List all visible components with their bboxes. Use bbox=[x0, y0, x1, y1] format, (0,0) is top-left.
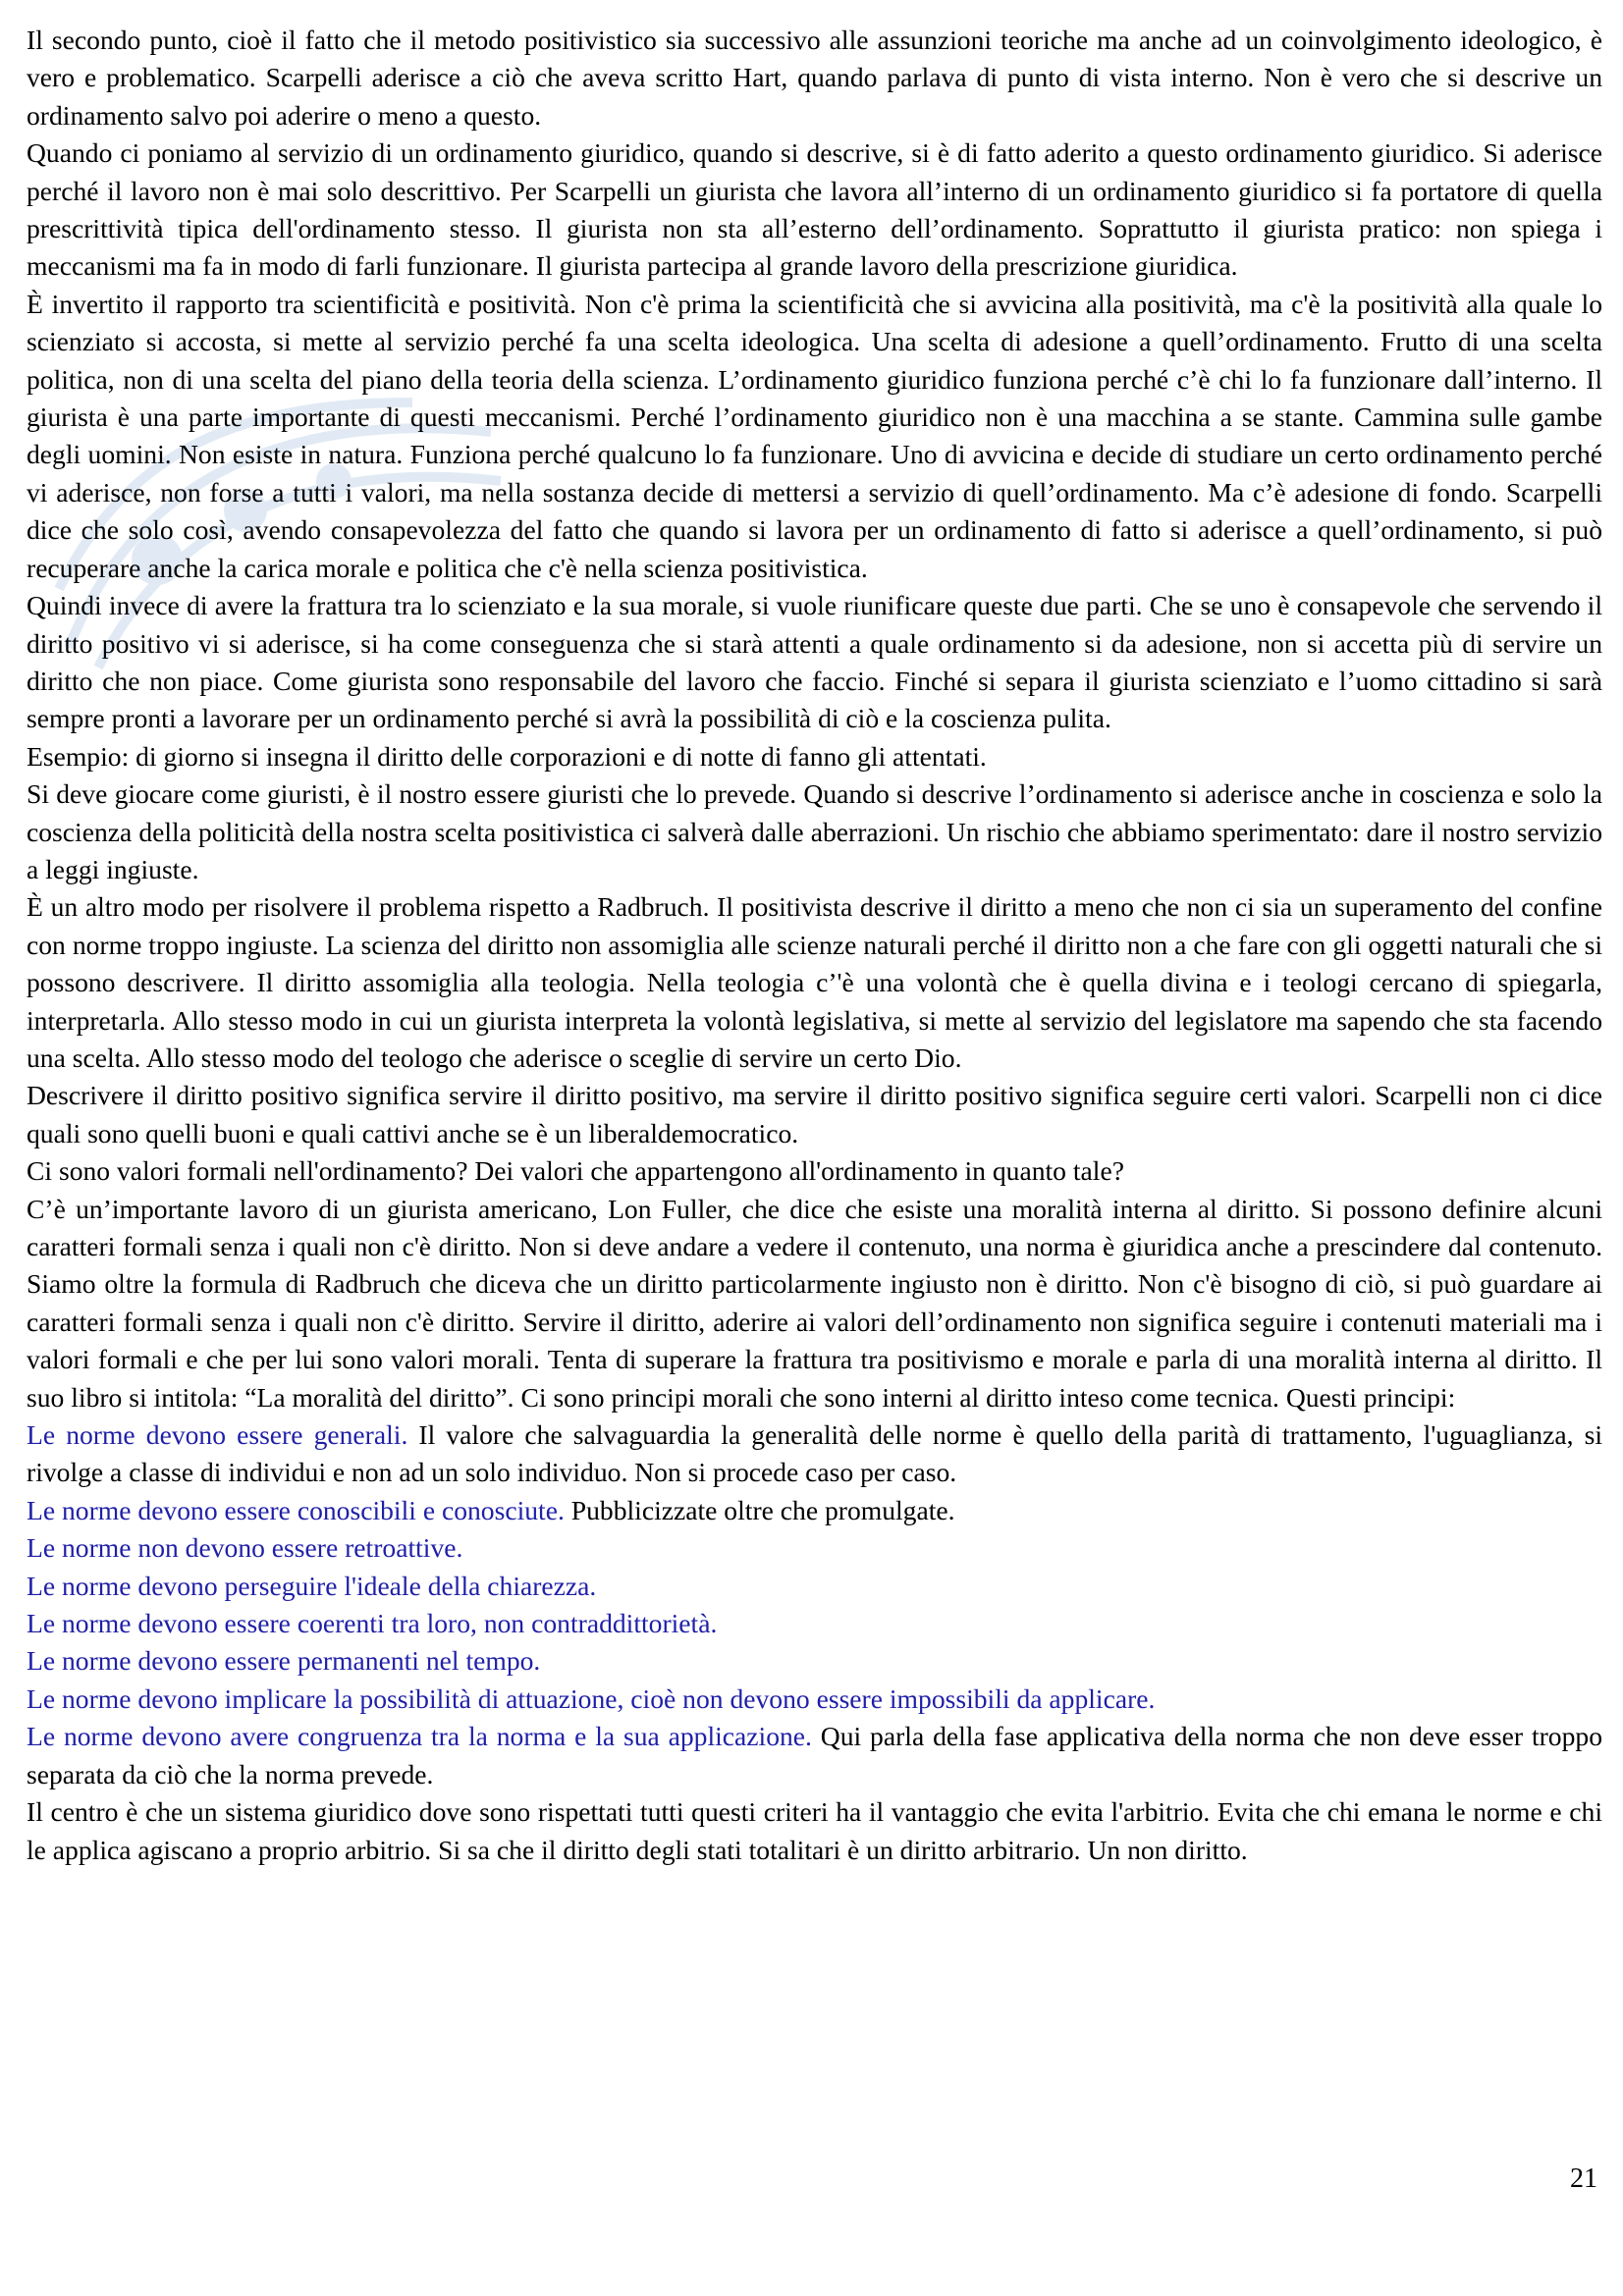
principle-heading: Le norme devono avere congruenza tra la norma e la sua applicazione. bbox=[27, 1721, 812, 1752]
paragraph: Esempio: di giorno si insegna il diritto delle corporazioni e di notte di fanno gli attentati. bbox=[27, 740, 987, 772]
paragraph: Si deve giocare come giuristi, è il nostro essere giuristi che lo prevede. Quando si descrive l’ordinamento si aderisce anche in coscienza e solo la coscienza della politicità della nostra scelta positivistica ci salverà dalle aberrazioni. Un rischio che abbiamo sperimentato: dare il nostro servizio a leggi ingiuste. bbox=[27, 778, 1602, 884]
paragraph: C’è un’importante lavoro di un giurista americano, Lon Fuller, che dice che esiste una moralità interna al diritto. Si possono definire alcuni caratteri formali senza i quali non c'è diritto. Non si deve andare a vedere il contenuto, una norma è giuridica anche a prescindere dal contenuto. Siamo oltre la formula di Radbruch che diceva che un diritto particolarmente ingiusto non è diritto. Non c'è bisogno di ciò, si può guardare ai caratteri formali senza i quali non c'è diritto. Servire il diritto, aderire ai valori dell’ordinamento non significa seguire i contenuti materiali ma i valori formali e che per lui sono valori morali. Tenta di superare la frattura tra positivismo e morale e parla di una moralità interna al diritto. Il suo libro si intitola: “La moralità del diritto”. Ci sono principi morali che sono interni al diritto inteso come tecnica. Questi principi: bbox=[27, 1193, 1602, 1413]
principle-heading: Le norme devono essere permanenti nel tempo. bbox=[27, 1645, 541, 1677]
principle-item bbox=[27, 1416, 1602, 1492]
principle-item bbox=[27, 1492, 1602, 1529]
principle-item bbox=[27, 1568, 1602, 1605]
principle-heading: Le norme devono essere generali. bbox=[27, 1419, 408, 1451]
principle-item bbox=[27, 1642, 1602, 1680]
paragraph: È un altro modo per risolvere il problema rispetto a Radbruch. Il positivista descrive il diritto a meno che non ci sia un superamento del confine con norme troppo ingiuste. La scienza del diritto non assomiglia alle scienze naturali perché il diritto non a che fare con gli oggetti naturali che si possono descrivere. Il diritto assomiglia alla teologia. Nella teologia c’'è una volontà che è quella divina e i teologi cercano di spiegarla, interpretarla. Allo stesso modo in cui un giurista interpreta la volontà legislativa, si mette al servizio del legislatore ma sapendo che sta facendo una scelta. Allo stesso modo del teologo che aderisce o sceglie di servire un certo Dio. bbox=[27, 891, 1602, 1073]
paragraph: Il secondo punto, cioè il fatto che il metodo positivistico sia successivo alle assunzioni teoriche ma anche ad un coinvolgimento ideologico, è vero e problematico. Scarpelli aderisce a ciò che aveva scritto Hart, quando parlava di punto di vista interno. Non è vero che si descrive un ordinamento salvo poi aderire o meno a questo. bbox=[27, 25, 1602, 131]
paragraph: Descrivere il diritto positivo significa servire il diritto positivo, ma servire il diritto positivo significa seguire certi valori. Scarpelli non ci dice quali sono quelli buoni e quali cattivi anche se è un liberaldemocratico. bbox=[27, 1080, 1602, 1148]
principle-heading: Le norme devono implicare la possibilità di attuazione, cioè non devono essere impossibili da applicare. bbox=[27, 1682, 1156, 1714]
principle-item bbox=[27, 1605, 1602, 1642]
principle-item bbox=[27, 1681, 1602, 1718]
paragraph: Quindi invece di avere la frattura tra lo scienziato e la sua morale, si vuole riunificare queste due parti. Che se uno è consapevole che servendo il diritto positivo vi si aderisce, si ha come conseguenza che si starà attenti a quale ordinamento si da adesione, non si accetta più di servire un diritto che non piace. Come giurista sono responsabile del lavoro che faccio. Finché si separa il giurista scienziato e l’uomo cittadino si sarà sempre pronti a lavorare per un ordinamento perché si avrà la possibilità di ciò e la coscienza pulita. bbox=[27, 590, 1602, 734]
principle-heading: Le norme devono perseguire l'ideale della chiarezza. bbox=[27, 1570, 597, 1601]
principle-item bbox=[27, 1718, 1602, 1793]
paragraph: È invertito il rapporto tra scientificità e positività. Non c'è prima la scientificità che si avvicina alla positività, ma c'è la positività alla quale lo scienziato si accosta, si mette al servizio perché fa una scelta ideologica. Una scelta di adesione a quell’ordinamento. Frutto di una scelta politica, non di una scelta del piano della teoria della scienza. L’ordinamento giuridico funziona perché c’è chi lo fa funzionare dall’interno. Il giurista è una parte importante di questi meccanismi. Perché l’ordinamento giuridico non è una macchina a se stante. Cammina sulle gambe degli uomini. Non esiste in natura. Funziona perché qualcuno lo fa funzionare. Uno di avvicina e decide di studiare un certo ordinamento perché vi aderisce, non forse a tutti i valori, ma nella sostanza decide di mettersi a servizio di quell’ordinamento. Ma c’è adesione di fondo. Scarpelli dice che solo così, avendo consapevolezza del fatto che quando si lavora per un ordinamento di fatto si aderisce a quell’ordinamento, si può recuperare anche la carica morale e politica che c'è nella scienza positivistica. bbox=[27, 288, 1602, 583]
principle-text: Qui parla della fase applicativa della norma che non deve esser troppo separata da ciò che la norma prevede. bbox=[27, 1721, 1602, 1789]
principle-heading: Le norme devono essere conoscibili e conosciute. bbox=[27, 1494, 565, 1525]
closing-paragraph: Il centro è che un sistema giuridico dove sono rispettati tutti questi criteri ha il vantaggio che evita l'arbitrio. Evita che chi emana le norme e chi le applica agiscano a proprio arbitrio. Si sa che il diritto degli stati totalitari è un diritto arbitrario. Un non diritto. bbox=[27, 1796, 1602, 1865]
principle-item bbox=[27, 1529, 1602, 1567]
paragraph: Ci sono valori formali nell'ordinamento? Dei valori che appartengono all'ordinamento in quanto tale? bbox=[27, 1155, 1124, 1187]
principle-heading: Le norme non devono essere retroattive. bbox=[27, 1532, 463, 1564]
document-body bbox=[27, 22, 1602, 1869]
principle-heading: Le norme devono essere coerenti tra loro, non contraddittorietà. bbox=[27, 1608, 718, 1639]
page-number: 21 bbox=[1570, 2163, 1597, 2194]
principle-text: Pubblicizzate oltre che promulgate. bbox=[564, 1494, 955, 1525]
principle-text: Il valore che salvaguardia la generalità delle norme è quello della parità di trattamento, l'uguaglianza, si rivolge a classe di individui e non ad un solo individuo. Non si procede caso per caso. bbox=[27, 1419, 1602, 1488]
paragraph: Quando ci poniamo al servizio di un ordinamento giuridico, quando si descrive, si è di fatto aderito a questo ordinamento giuridico. Si aderisce perché il lavoro non è mai solo descrittivo. Per Scarpelli un giurista che lavora all’interno di un ordinamento giuridico si fa portatore di quella prescrittività tipica dell'ordinamento stesso. Il giurista non sta all’esterno dell’ordinamento. Soprattutto il giurista pratico: non spiega i meccanismi ma fa in modo di farli funzionare. Il giurista partecipa al grande lavoro della prescrizione giuridica. bbox=[27, 137, 1602, 282]
